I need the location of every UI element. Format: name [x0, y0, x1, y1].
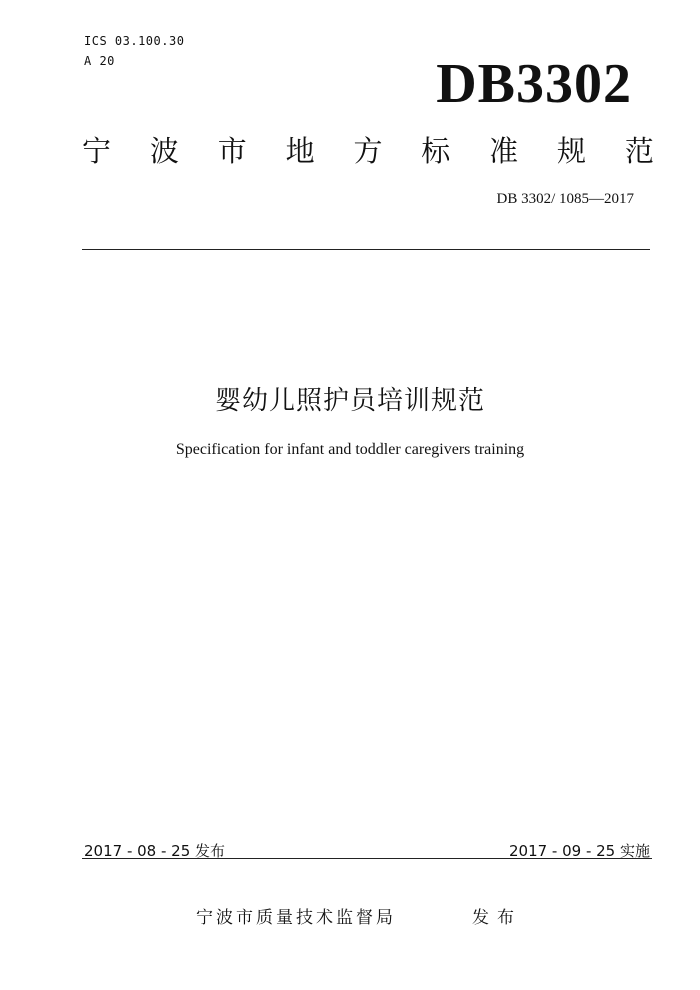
standard-type-char: 市	[217, 134, 247, 168]
issuing-authority: 宁波市质量技术监督局	[196, 908, 396, 928]
standard-type-char: 宁	[82, 134, 112, 168]
standard-number: DB 3302/ 1085—2017	[496, 191, 634, 207]
top-divider	[82, 249, 650, 250]
implement-date: 2017 - 09 - 25 实施	[508, 842, 650, 860]
db-logo: DB3302	[436, 53, 632, 115]
ics-code: ICS 03.100.30	[84, 34, 185, 48]
standard-type-char: 波	[149, 134, 179, 168]
issue-label: 发布	[472, 908, 522, 928]
classification-code: A 20	[84, 54, 115, 68]
bottom-divider	[82, 858, 652, 859]
standard-type-char: 规	[557, 134, 587, 168]
standard-type-char: 标	[421, 134, 451, 168]
standard-type-char: 方	[353, 134, 383, 168]
document-title-english: Specification for infant and toddler caregivers training	[175, 441, 525, 458]
standard-type-char: 范	[624, 134, 654, 168]
standard-type-char: 准	[489, 134, 519, 168]
publish-date: 2017 - 08 - 25 发布	[84, 842, 226, 860]
standard-type-heading	[82, 134, 654, 168]
document-title-chinese: 婴幼儿照护员培训规范	[214, 386, 485, 416]
standard-type-char: 地	[285, 134, 315, 168]
